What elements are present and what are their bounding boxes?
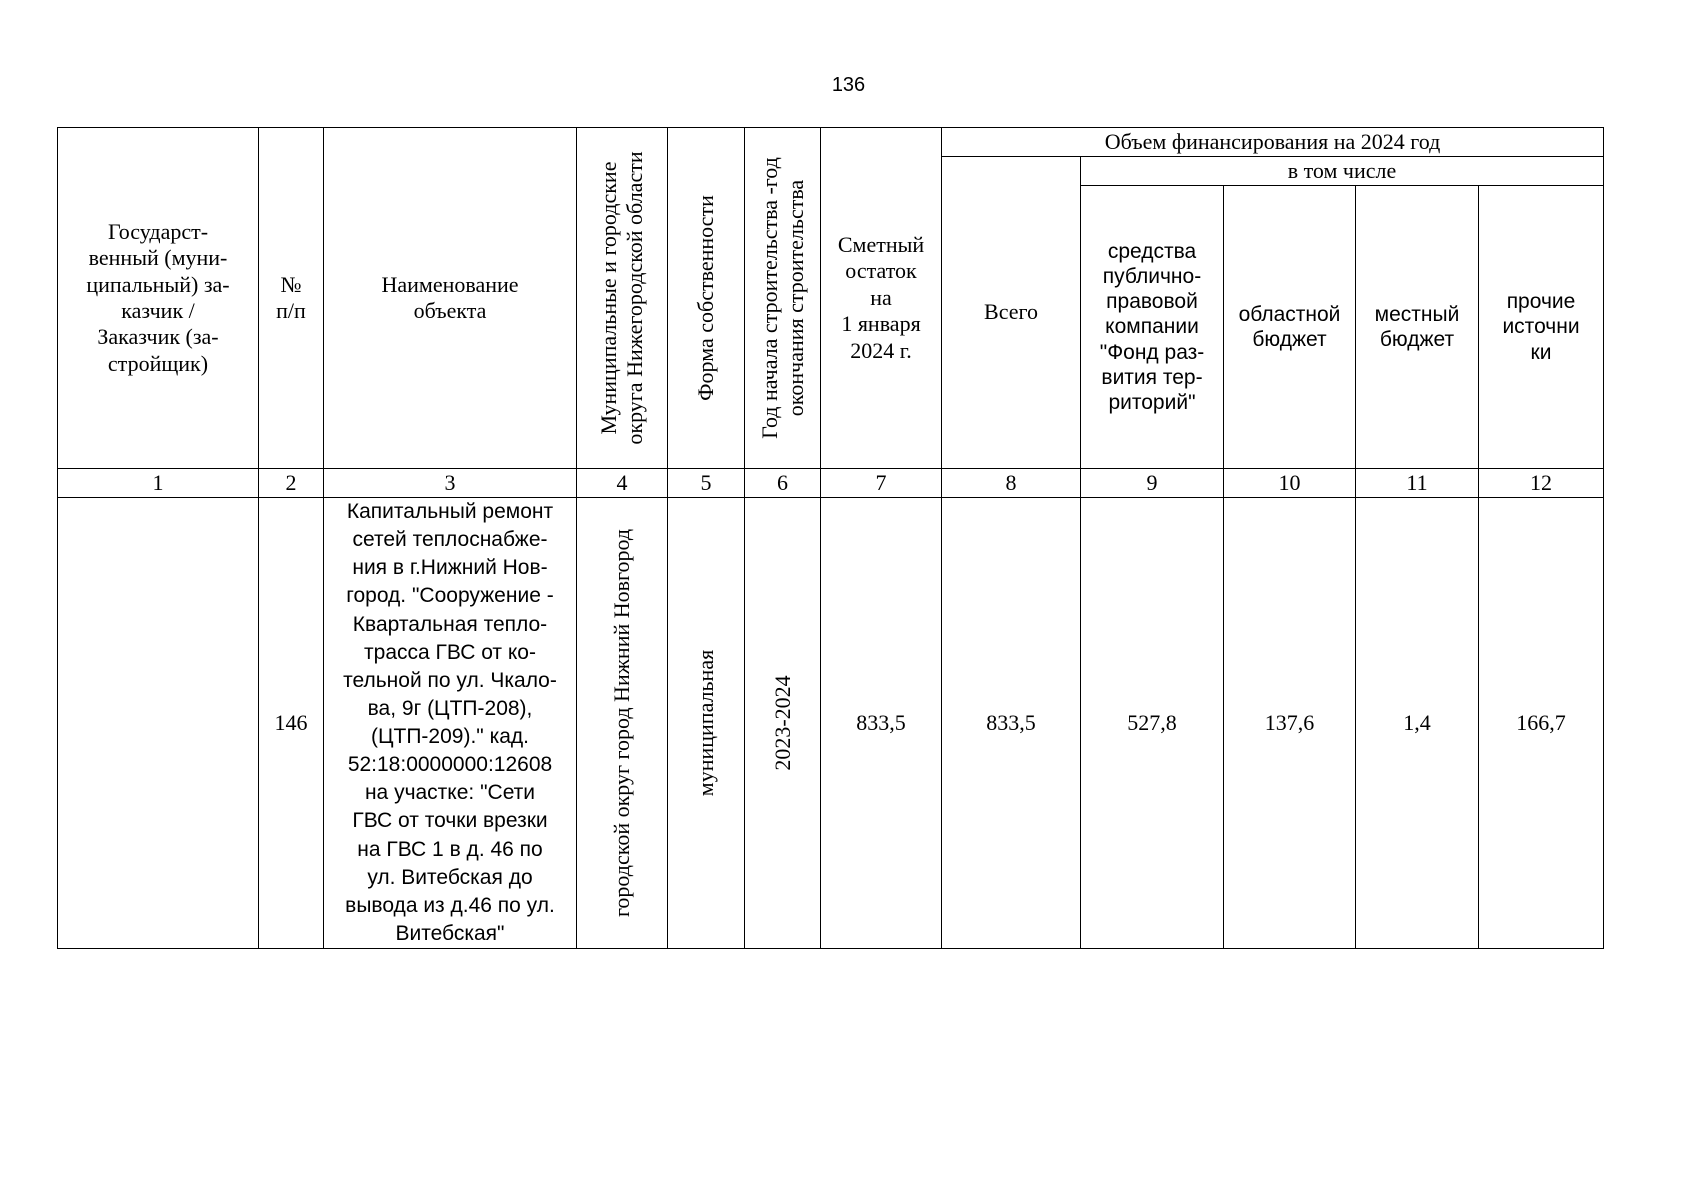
row-local-budget: 1,4 — [1356, 498, 1479, 949]
column-number: 9 — [1081, 469, 1224, 498]
header-object-name: Наименование объекта — [324, 128, 577, 469]
column-number: 12 — [1479, 469, 1604, 498]
row-municipality: городской округ город Нижний Новгород — [577, 498, 668, 949]
header-regional-budget: областной бюджет — [1224, 186, 1356, 469]
column-number: 3 — [324, 469, 577, 498]
row-number: 146 — [259, 498, 324, 949]
column-number: 6 — [745, 469, 821, 498]
financing-table — [57, 127, 1604, 949]
column-number: 10 — [1224, 469, 1356, 498]
column-number: 8 — [942, 469, 1081, 498]
column-number: 11 — [1356, 469, 1479, 498]
header-customer: Государст- венный (муни- ципальный) за- казчик / Заказчик (за- стройщик) — [58, 128, 259, 469]
row-fund-company: 527,8 — [1081, 498, 1224, 949]
row-other-sources: 166,7 — [1479, 498, 1604, 949]
header-fund-company: средства публично- правовой компании "Фонд раз- вития тер- риторий" — [1081, 186, 1224, 469]
header-number: № п/п — [259, 128, 324, 469]
page-number: 136 — [831, 74, 866, 96]
column-numbers-row — [58, 469, 1604, 498]
header-estimate-remainder: Сметный остаток на 1 января 2024 г. — [821, 128, 942, 469]
column-number: 7 — [821, 469, 942, 498]
row-years: 2023-2024 — [745, 498, 821, 949]
column-number: 5 — [668, 469, 745, 498]
row-estimate-remainder: 833,5 — [821, 498, 942, 949]
header-ownership: Форма собственности — [668, 128, 745, 469]
row-customer — [58, 498, 259, 949]
column-number: 1 — [58, 469, 259, 498]
header-total: Всего — [942, 157, 1081, 469]
row-regional-budget: 137,6 — [1224, 498, 1356, 949]
column-number: 2 — [259, 469, 324, 498]
column-number: 4 — [577, 469, 668, 498]
row-ownership: муниципальная — [668, 498, 745, 949]
row-total: 833,5 — [942, 498, 1081, 949]
header-including: в том числе — [1081, 157, 1604, 186]
header-years: Год начала строительства -год окончания строительства — [745, 128, 821, 469]
row-object-name: Капитальный ремонт сетей теплоснабже- ния в г.Нижний Нов- город. "Сооружение - Квартальная тепло- трасса ГВС от ко- тельной по ул. Чкало- ва, 9г (ЦТП-208), (ЦТП-209)." кад. 52:18:0000000:12608 на участке: "Сети ГВС от точки врезки на ГВС 1 в д. 46 по ул. Витебская до вывода из д.46 по ул. Витебская" — [324, 498, 577, 949]
header-municipality: Муниципальные и городские округа Нижегородской области — [577, 128, 668, 469]
header-local-budget: местный бюджет — [1356, 186, 1479, 469]
header-funding-volume: Объем финансирования на 2024 год — [942, 128, 1604, 157]
header-other-sources: прочие источни ки — [1479, 186, 1604, 469]
table-row — [58, 498, 1604, 949]
